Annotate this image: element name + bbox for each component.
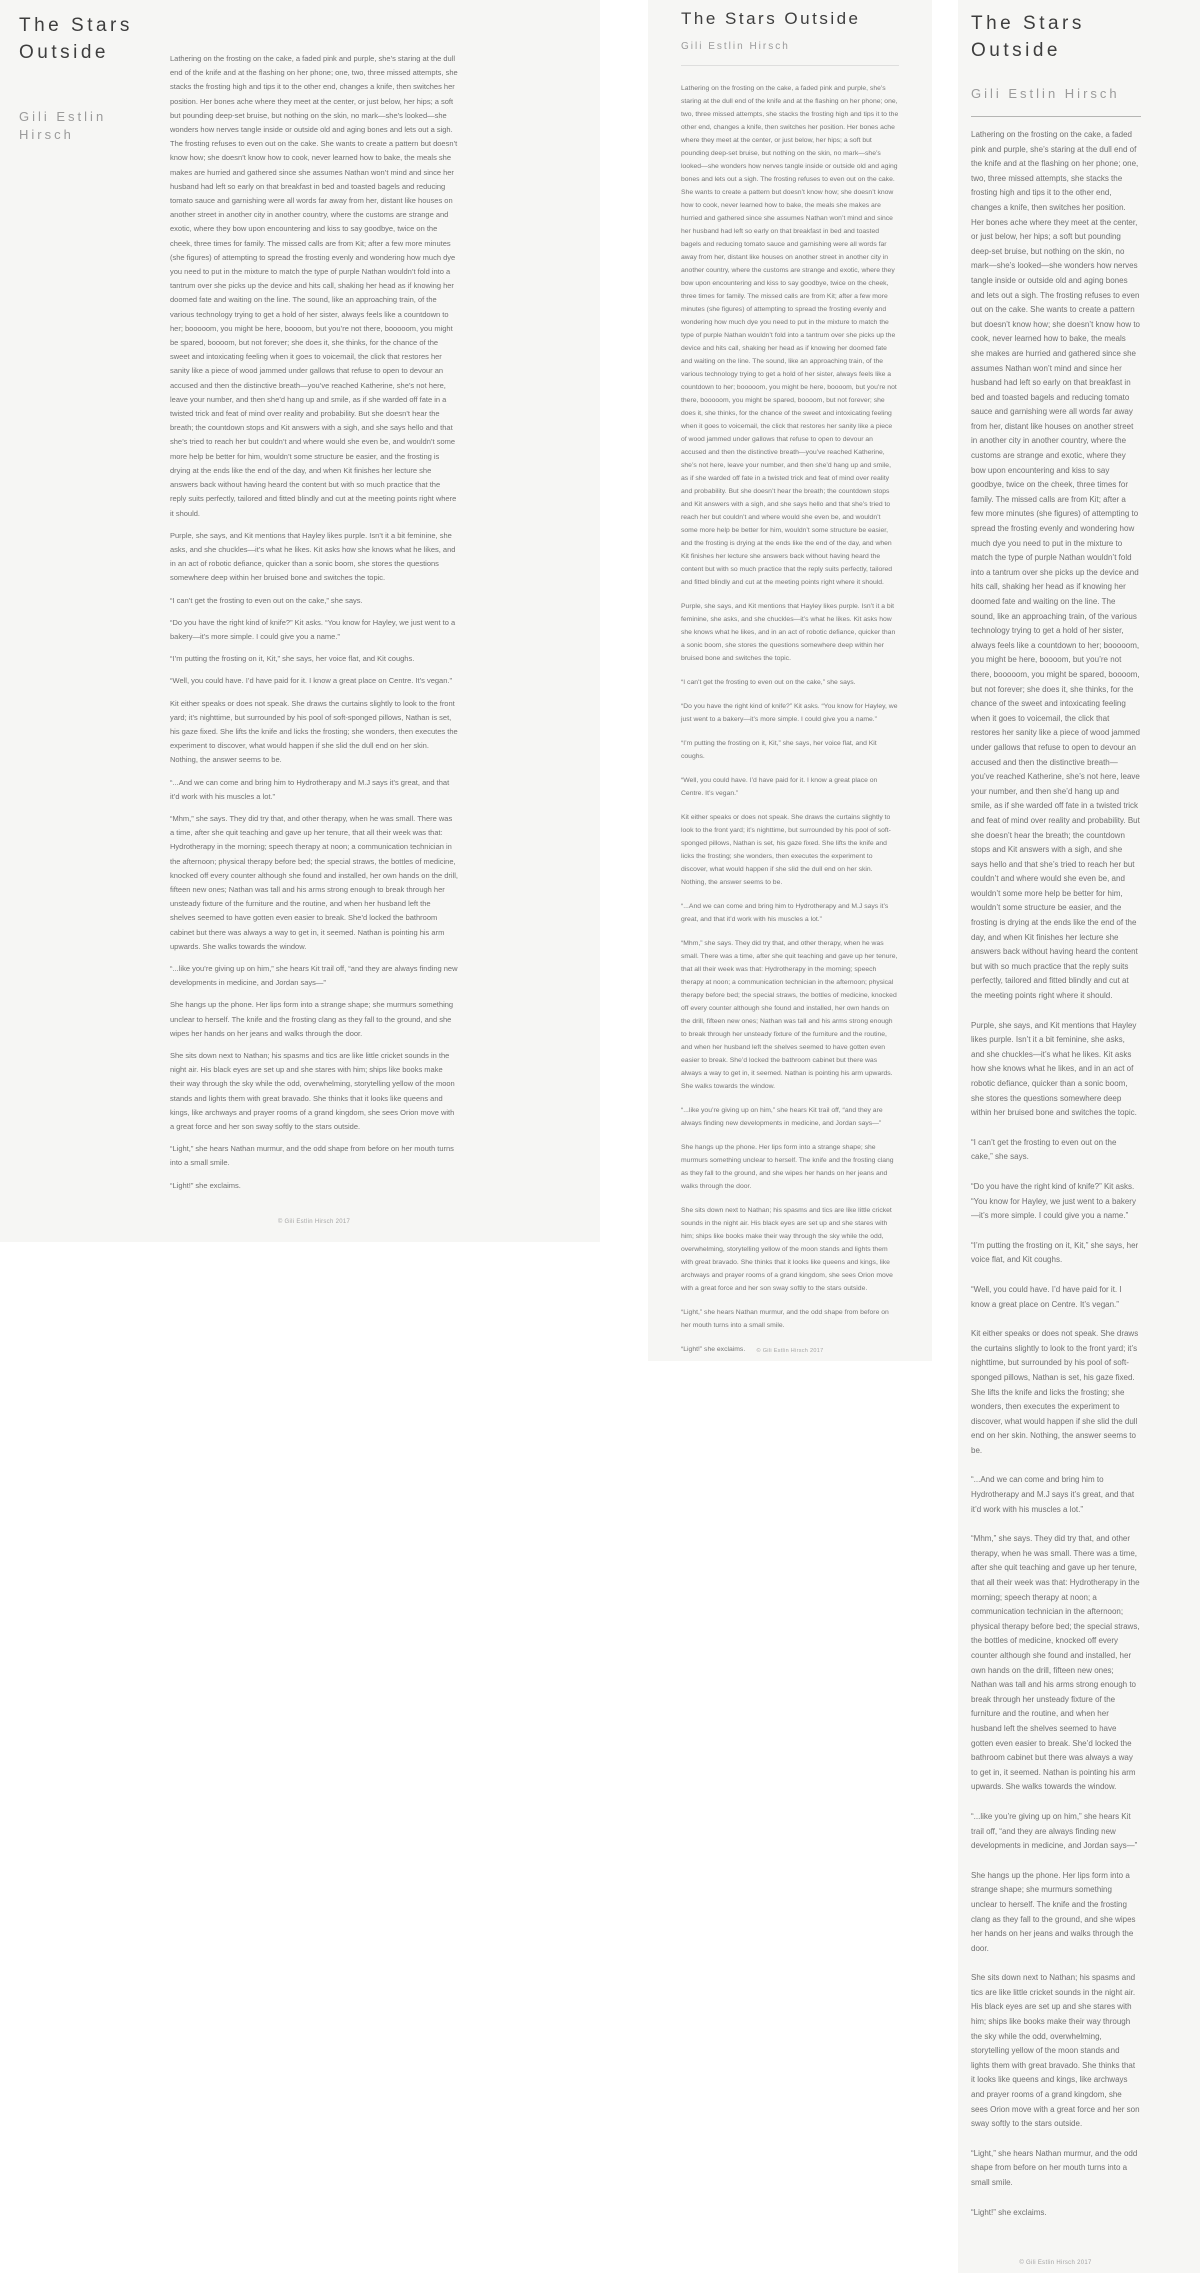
story-header — [971, 10, 1147, 117]
story-paragraph: “Well, you could have. I’d have paid for it. I know a great place on Centre. It’s vegan.” — [681, 777, 878, 797]
story-paragraph: “Light!” she exclaims. — [971, 2207, 1047, 2217]
story-paragraph: Kit either speaks or does not speak. She draws the curtains slightly to look to the front yard; it’s nighttime, but surrounded by his pool of soft-sponged pillows, Nathan is set, his gaze fixed. She lifts the knife and licks the frosting; she wonders, then executes the experiment to discover, what would happen if she slid the dull end on her skin. Nothing, the answer seems to be. — [681, 814, 891, 886]
page-title — [971, 10, 1147, 64]
story-paragraph: “I’m putting the frosting on it, Kit,” she says, her voice flat, and Kit coughs. — [170, 654, 415, 664]
page-title-line1: The Stars — [19, 15, 133, 36]
story-panel-wide — [0, 0, 600, 1242]
header-divider — [681, 65, 899, 66]
story-paragraph: She hangs up the phone. Her lips form into a strange shape; she murmurs something unclear to herself. The knife and the frosting clang as they fall to the ground, and she wipes her hands on her jeans and walks through the door. — [681, 1144, 894, 1190]
author-byline: Gili Estlin Hirsch — [681, 41, 790, 52]
story-body — [170, 52, 458, 1201]
header-divider — [971, 116, 1141, 117]
story-paragraph: “...like you’re giving up on him,” she hears Kit trail off, “and they are always finding new developments in medicine, and Jordan says—” — [681, 1107, 883, 1127]
story-paragraph: “I can’t get the frosting to even out on the cake,” she says. — [681, 679, 856, 686]
page-title-line2: Outside — [971, 40, 1061, 61]
story-panel-medium — [648, 0, 932, 1361]
story-paragraph: “Mhm,” she says. They did try that, and other therapy, when he was small. There was a time, after she quit teaching and gave up her tenure, that all their week was that: Hydrotherapy in the morning; speech therapy at noon; a communication technician in the afternoon; physical therapy before bed; the special straws, the bottles of medicine, knocked off every counter although she found and installed, her own hands on the drill, fifteen new ones; Nathan was tall and his arms strong enough to break through her unsteady fixture of the furniture and the routine, and when her husband left the shelves seemed to have gotten even easier to break. She’d locked the bathroom cabinet but there was always a way to get in, it seemed. Nathan is pointing his arm upwards. She walks towards the window. — [971, 1534, 1140, 1792]
story-paragraph: Lathering on the frosting on the cake, a faded pink and purple, she’s staring at the dull end of the knife and at the flashing on her phone; one, two, three missed attempts, she stacks the frosting high and tips it to the other end, changes a knife, then switches her position. Her bones ache where they meet at the center, or just below, her hips; a soft but pounding deep-set bruise, but nothing on the skin, no mark—she’s looked—she wonders how nerves tangle inside or outside old and aging bones and lets out a sigh. The frosting refuses to even out on the cake. She wants to create a pattern but doesn’t know how; she doesn’t know how to cook, never learned how to bake, the meals she makes are hurried and gathered since she assumes Nathan won’t mind and since her husband had left so early on that breakfast in bed and toasted bagels and reducing tomato sauce and garnishing were all words far away from her, distant like houses on another street in another city in another country, where the customs are strange and exotic, where they bow upon encountering and kiss to say goodbye, twice on the cheek, three times for family. The missed calls are from Kit; after a few more minutes (she figures) of attempting to spread the frosting evenly and wondering how much dye you need to put in the mixture to match the type of purple Nathan wouldn’t fold into a tantrum over she picks up the device and hits call, shaking her head as if knowing her doomed fate and waiting on the line. The sound, like an approaching train, of the various technology trying to get a hold of her sister, always feels like a countdown to her; booooom, you might be here, boooom, but you’re not there, booooom, you might be spared, boooom, but not forever; she does it, she thinks, for the chance of the sweet and intoxicating feeling when it goes to voicemail, the click that restores her sanity like a piece of wood jammed under gallows that refuse to open to devour an accused and then the distinctive breath—you’ve reached Katherine, she’s not here, leave your number, and then she’d hang up and smile, as if she warded off fate in a twisted trick and feat of mind over reality and probability. But she doesn’t hear the breath; the countdown stops and Kit answers with a sigh, and she says hello and that she’s tried to reach her but couldn’t and where would she even be, and wouldn’t some more help be better for him, wouldn’t some structure be easier, and the frosting is drying at the ends like the end of the day, and when Kit finishes her lecture she answers back without having heard the content but with so much practice that the reply suits perfectly, tailored and fitted blindly and cut at the meeting points right where it should. — [971, 130, 1140, 1001]
story-paragraph: “Mhm,” she says. They did try that, and other therapy, when he was small. There was a time, after she quit teaching and gave up her tenure, that all their week was that: Hydrotherapy in the morning; speech therapy at noon; a communication technician in the afternoon; physical therapy before bed; the special straws, the bottles of medicine, knocked off every counter although she found and installed, her own hands on the drill, fifteen new ones; Nathan was tall and his arms strong enough to break through her unsteady fixture of the furniture and the routine, and when her husband left the shelves seemed to have gotten even easier to break. She’d locked the bathroom cabinet but there was always a way to get in, it seemed. Nathan is pointing his arm upwards. She walks towards the window. — [681, 940, 898, 1090]
story-body — [971, 128, 1140, 2235]
story-paragraph: “Mhm,” she says. They did try that, and other therapy, when he was small. There was a time, after she quit teaching and gave up her tenure, that all their week was that: Hydrotherapy in the morning; speech therapy at noon; a communication technician in the afternoon; physical therapy before bed; the special straws, the bottles of medicine, knocked off every counter although she found and installed, her own hands on the drill, fifteen new ones; Nathan was tall and his arms strong enough to break through her unsteady fixture of the furniture and the routine, and when her husband left the shelves seemed to have gotten even easier to break. She’d locked the bathroom cabinet but there was always a way to get in, it seemed. Nathan is pointing his arm upwards. She walks towards the window. — [170, 813, 458, 951]
story-header — [19, 12, 149, 144]
story-paragraph: “Light!” she exclaims. — [170, 1180, 241, 1190]
story-header — [681, 8, 901, 66]
author-line2: Hirsch — [19, 127, 74, 142]
page-title-line1: The Stars — [971, 13, 1085, 34]
page-title: The Stars Outside — [681, 9, 861, 28]
story-paragraph: Kit either speaks or does not speak. She draws the curtains slightly to look to the front yard; it’s nighttime, but surrounded by his pool of soft-sponged pillows, Nathan is set, his gaze fixed. She lifts the knife and licks the frosting; she wonders, then executes the experiment to discover, what would happen if she slid the dull end on her skin. Nothing, the answer seems to be. — [170, 698, 458, 765]
story-paragraph: Purple, she says, and Kit mentions that Hayley likes purple. Isn’t it a bit feminine, she asks, and she chuckles—it’s what he likes. Kit asks how she knows what he likes, and in an act of robotic defiance, quicker than a sonic boom, she stores the questions somewhere deep within her bruised bone and switches the topic. — [681, 603, 896, 662]
story-paragraph: She hangs up the phone. Her lips form into a strange shape; she murmurs something unclear to herself. The knife and the frosting clang as they fall to the ground, and she wipes her hands on her jeans and walks through the door. — [971, 1870, 1136, 1953]
story-paragraph: She sits down next to Nathan; his spasms and tics are like little cricket sounds in the night air. His black eyes are set up and she stares with him; ships like books make their way through the sky while the odd, overwhelming, storytelling yellow of the moon stands and lights them with great bravado. She thinks that it looks like queens and kings, like archways and prayer rooms of a grand kingdom, she sees Orion move with a great force and her son sway softly to the stars outside. — [681, 1207, 893, 1292]
story-panel-narrow — [958, 0, 1200, 2273]
story-paragraph: “Light,” she hears Nathan murmur, and the odd shape from before on her mouth turns into a small smile. — [971, 2148, 1138, 2187]
story-paragraph: “...like you’re giving up on him,” she hears Kit trail off, “and they are always finding new developments in medicine, and Jordan says—” — [170, 963, 458, 988]
author-byline — [19, 108, 149, 144]
page-title — [19, 12, 149, 66]
story-paragraph: “I can’t get the frosting to even out on the cake,” she says. — [971, 1137, 1117, 1162]
page-title-line2: Outside — [19, 42, 109, 63]
story-paragraph: “...like you’re giving up on him,” she hears Kit trail off, “and they are always finding new developments in medicine, and Jordan says—” — [971, 1811, 1138, 1851]
story-paragraph: She sits down next to Nathan; his spasms and tics are like little cricket sounds in the night air. His black eyes are set up and she stares with him; ships like books make their way through the sky while the odd, overwhelming, storytelling yellow of the moon stands and lights them with great bravado. She thinks that it looks like queens and kings, like archways and prayer rooms of a grand kingdom, she sees Orion move with a great force and her son sway softly to the stars outside. — [170, 1051, 455, 1132]
story-paragraph: Kit either speaks or does not speak. She draws the curtains slightly to look to the front yard; it’s nighttime, but surrounded by his pool of soft-sponged pillows, Nathan is set, his gaze fixed. She lifts the knife and licks the frosting; she wonders, then executes the experiment to discover, what would happen if she slid the dull end on her skin. Nothing, the answer seems to be. — [971, 1329, 1139, 1455]
story-paragraph: “I can’t get the frosting to even out on the cake,” she says. — [170, 595, 363, 605]
story-paragraph: “Do you have the right kind of knife?” Kit asks. “You know for Hayley, we just went to a bakery—it’s more simple. I could give you a name.” — [170, 617, 456, 641]
story-paragraph: “Do you have the right kind of knife?” Kit asks. “You know for Hayley, we just went to a bakery—it’s more simple. I could give you a name.” — [681, 703, 898, 723]
story-paragraph: “Light,” she hears Nathan murmur, and the odd shape from before on her mouth turns into a small smile. — [170, 1144, 454, 1168]
author-line1: Gili Estlin — [19, 109, 107, 124]
story-paragraph: “Well, you could have. I’d have paid for it. I know a great place on Centre. It’s vegan.” — [971, 1284, 1122, 1309]
story-paragraph: “...And we can come and bring him to Hydrotherapy and M.J says it’s great, and that it’d work with his muscles a lot.” — [971, 1475, 1135, 1514]
story-paragraph: She hangs up the phone. Her lips form into a strange shape; she murmurs something unclear to herself. The knife and the frosting clang as they fall to the ground, and she wipes her hands on her jeans and walks through the door. — [170, 1000, 454, 1038]
copyright-footer: © Gili Estlin Hirsch 2017 — [1019, 2260, 1092, 2266]
story-paragraph: “I’m putting the frosting on it, Kit,” she says, her voice flat, and Kit coughs. — [681, 740, 877, 760]
story-paragraph: “Do you have the right kind of knife?” Kit asks. “You know for Hayley, we just went to a bakery—it’s more simple. I could give you a name.” — [971, 1181, 1136, 1221]
author-byline: Gili Estlin Hirsch — [971, 86, 1120, 101]
story-paragraph: “I’m putting the frosting on it, Kit,” she says, her voice flat, and Kit coughs. — [971, 1240, 1139, 1265]
story-paragraph: “...And we can come and bring him to Hydrotherapy and M.J says it’s great, and that it’d work with his muscles a lot.” — [681, 903, 889, 923]
story-paragraph: Purple, she says, and Kit mentions that Hayley likes purple. Isn’t it a bit feminine, she asks, and she chuckles—it’s what he likes. Kit asks how she knows what he likes, and in an act of robotic defiance, quicker than a sonic boom, she stores the questions somewhere deep within her bruised bone and switches the topic. — [971, 1020, 1137, 1118]
story-paragraph: “Light,” she hears Nathan murmur, and the odd shape from before on her mouth turns into a small smile. — [681, 1309, 889, 1329]
story-paragraph: Purple, she says, and Kit mentions that Hayley likes purple. Isn’t it a bit feminine, she asks, and she chuckles—it’s what he likes. Kit asks how she knows what he likes, and in an act of robotic defiance, quicker than a sonic boom, she stores the questions somewhere deep within her bruised bone and switches the topic. — [170, 530, 456, 583]
story-paragraph: She sits down next to Nathan; his spasms and tics are like little cricket sounds in the night air. His black eyes are set up and she stares with him; ships like books make their way through the sky while the odd, overwhelming, storytelling yellow of the moon stands and lights them with great bravado. She thinks that it looks like queens and kings, like archways and prayer rooms of a grand kingdom, she sees Orion move with a great force and her son sway softly to the stars outside. — [971, 1973, 1140, 2129]
story-paragraph: Lathering on the frosting on the cake, a faded pink and purple, she’s staring at the dull end of the knife and at the flashing on her phone; one, two, three missed attempts, she stacks the frosting high and tips it to the other end, changes a knife, then switches her position. Her bones ache where they meet at the center, or just below, her hips; a soft but pounding deep-set bruise, but nothing on the skin, no mark—she’s looked—she wonders how nerves tangle inside or outside old and aging bones and lets out a sigh. The frosting refuses to even out on the cake. She wants to create a pattern but doesn’t know how; she doesn’t know how to cook, never learned how to bake, the meals she makes are hurried and gathered since she assumes Nathan won’t mind and since her husband had left so early on that breakfast in bed and toasted bagels and reducing tomato sauce and garnishing were all words far away from her, distant like houses on another street in another city in another country, where the customs are strange and exotic, where they bow upon encountering and kiss to say goodbye, twice on the cheek, three times for family. The missed calls are from Kit; after a few more minutes (she figures) of attempting to spread the frosting evenly and wondering how much dye you need to put in the mixture to match the type of purple Nathan wouldn’t fold into a tantrum over she picks up the device and hits call, shaking her head as if knowing her doomed fate and waiting on the line. The sound, like an approaching train, of the various technology trying to get a hold of her sister, always feels like a countdown to her; booooom, you might be here, boooom, but you’re not there, booooom, you might be spared, boooom, but not forever; she does it, she thinks, for the chance of the sweet and intoxicating feeling when it goes to voicemail, the click that restores her sanity like a piece of wood jammed under gallows that refuse to open to devour an accused and then the distinctive breath—you’ve reached Katherine, she’s not here, leave your number, and then she’d hang up and smile, as if she warded off fate in a twisted trick and feat of mind over reality and probability. But she doesn’t hear the breath; the countdown stops and Kit answers with a sigh, and she says hello and that she’s tried to reach her but couldn’t and where would she even be, and wouldn’t some more help be better for him, wouldn’t some structure be easier, and the frosting is drying at the ends like the end of the day, and when Kit finishes her lecture she answers back without having heard the content but with so much practice that the reply suits perfectly, tailored and fitted blindly and cut at the meeting points right where it should. — [681, 85, 899, 586]
copyright-footer: © Gili Estlin Hirsch 2017 — [277, 1219, 351, 1225]
copyright-footer: © Gili Estlin Hirsch 2017 — [756, 1348, 824, 1354]
story-paragraph: “Well, you could have. I’d have paid for it. I know a great place on Centre. It’s vegan.” — [170, 676, 452, 686]
story-paragraph: “...And we can come and bring him to Hydrotherapy and M.J says it’s great, and that it’d work with his muscles a lot.” — [170, 777, 450, 801]
story-paragraph: Lathering on the frosting on the cake, a faded pink and purple, she’s staring at the dull end of the knife and at the flashing on her phone; one, two, three missed attempts, she stacks the frosting high and tips it to the other end, changes a knife, then switches her position. Her bones ache where they meet at the center, or just below, her hips; a soft but pounding deep-set bruise, but nothing on the skin, no mark—she’s looked—she wonders how nerves tangle inside or outside old and aging bones and lets out a sigh. The frosting refuses to even out on the cake. She wants to create a pattern but doesn’t know how; she doesn’t know how to cook, never learned how to bake, the meals she makes are hurried and gathered since she assumes Nathan won’t mind and since her husband had left so early on that breakfast in bed and toasted bagels and reducing tomato sauce and garnishing were all words far away from her, distant like houses on another street in another city in another country, where the customs are strange and exotic, where they bow upon encountering and kiss to say goodbye, twice on the cheek, three times for family. The missed calls are from Kit; after a few more minutes (she figures) of attempting to spread the frosting evenly and wondering how much dye you need to put in the mixture to match the type of purple Nathan wouldn’t fold into a tantrum over she picks up the device and hits call, shaking her head as if knowing her doomed fate and waiting on the line. The sound, like an approaching train, of the various technology trying to get a hold of her sister, always feels like a countdown to her; booooom, you might be here, boooom, but you’re not there, booooom, you might be spared, boooom, but not forever; she does it, she thinks, for the chance of the sweet and intoxicating feeling when it goes to voicemail, the click that restores her sanity like a piece of wood jammed under gallows that refuse to open to devour an accused and then the distinctive breath—you’ve reached Katherine, she’s not here, leave your number, and then she’d hang up and smile, as if she warded off fate in a twisted trick and feat of mind over reality and probability. But she doesn’t hear the breath; the countdown stops and Kit answers with a sigh, and she says hello and that she’s tried to reach her but couldn’t and where would she even be, and wouldn’t some more help be better for him, wouldn’t some structure be easier, and the frosting is drying at the ends like the end of the day, and when Kit finishes her lecture she answers back without having heard the content but with so much practice that the reply suits perfectly, tailored and fitted blindly and cut at the meeting points right where it should. — [170, 54, 458, 518]
story-paragraph: “Light!” she exclaims. — [681, 1346, 746, 1353]
